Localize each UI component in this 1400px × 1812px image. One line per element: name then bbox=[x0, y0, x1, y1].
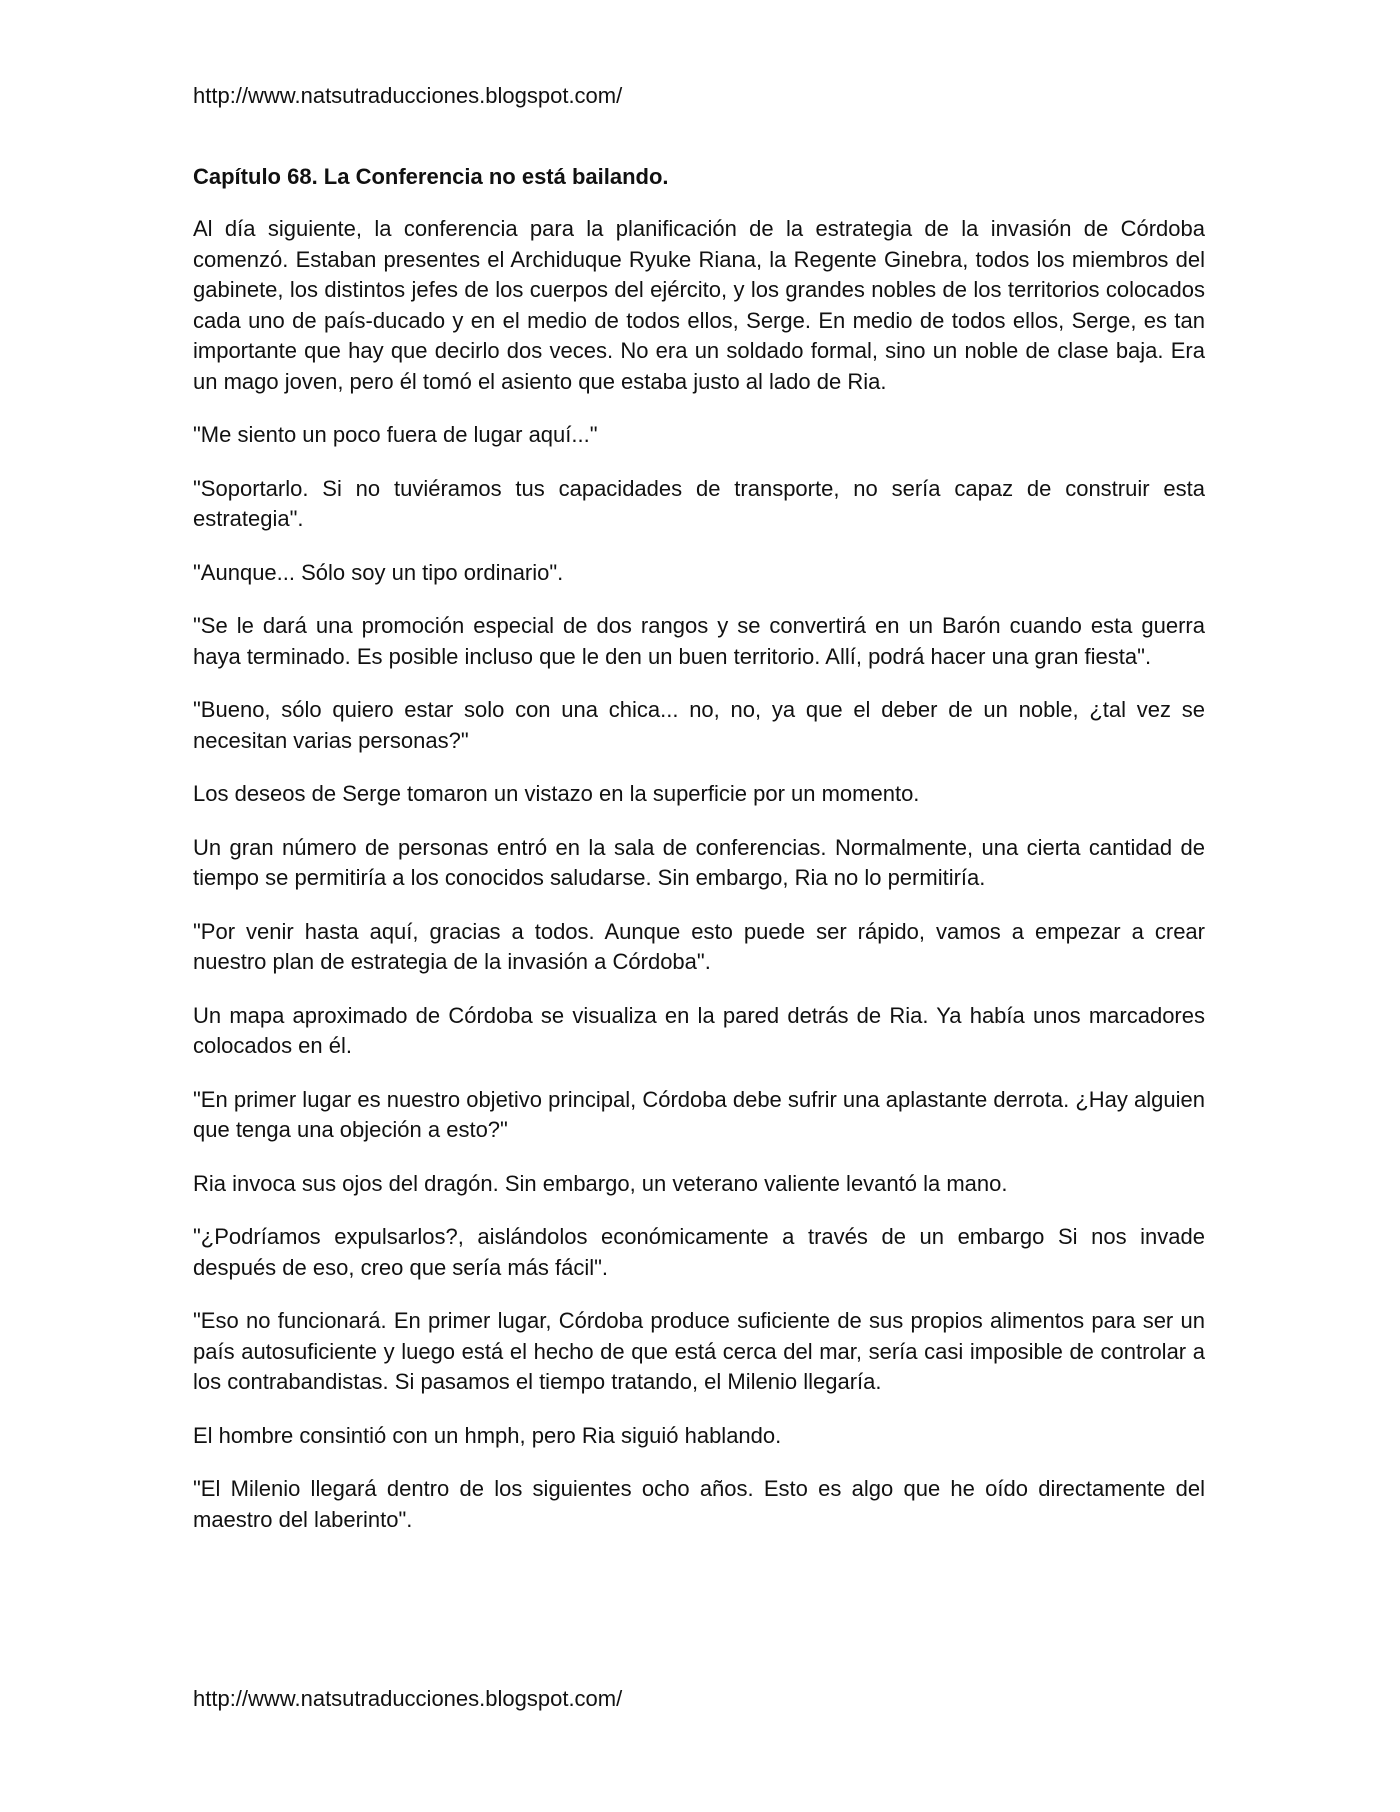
paragraph: Un mapa aproximado de Córdoba se visualiza en la pared detrás de Ria. Ya había unos marcadores colocados en él. bbox=[193, 1002, 1205, 1058]
document-body bbox=[193, 162, 1205, 1558]
paragraph: "El Milenio llegará dentro de los siguientes ocho años. Esto es algo que he oído directamente del maestro del laberinto". bbox=[193, 1476, 1205, 1532]
paragraph: Ria invoca sus ojos del dragón. Sin embargo, un veterano valiente levantó la mano. bbox=[193, 1170, 1008, 1196]
paragraph: "Me siento un poco fuera de lugar aquí..." bbox=[193, 422, 598, 447]
paragraph: "Bueno, sólo quiero estar solo con una chica... no, no, ya que el deber de un noble, ¿tal vez se necesitan varias personas?" bbox=[193, 697, 1205, 753]
paragraph: "Por venir hasta aquí, gracias a todos. Aunque esto puede ser rápido, vamos a empezar a crear nuestro plan de estrategia de la invasión a Córdoba". bbox=[193, 918, 1205, 974]
paragraph: "Aunque... Sólo soy un tipo ordinario". bbox=[193, 559, 564, 585]
paragraph: Un gran número de personas entró en la sala de conferencias. Normalmente, una cierta cantidad de tiempo se permitiría a los conocidos saludarse. Sin embargo, Ria no lo permitiría. bbox=[193, 834, 1205, 890]
paragraph: "¿Podríamos expulsarlos?, aislándolos económicamente a través de un embargo Si nos invade después de eso, creo que sería más fácil". bbox=[193, 1224, 1205, 1280]
paragraph: Al día siguiente, la conferencia para la planificación de la estrategia de la invasión de Córdoba comenzó. Estaban presentes el Archiduque Ryuke Riana, la Regente Ginebra, todos los miembros del gabinete, los distintos jefes de los cuerpos del ejército, y los grandes nobles de los territorios colocados cada uno de país-ducado y en el medio de todos ellos, Serge. En medio de todos ellos, Serge, es tan importante que hay que decirlo dos veces. No era un soldado formal, sino un noble de clase baja. Era un mago joven, pero él tomó el asiento que estaba justo al lado de Ria. bbox=[193, 216, 1205, 394]
header-url: http://www.natsutraducciones.blogspot.com/ bbox=[193, 83, 623, 108]
footer-url: http://www.natsutraducciones.blogspot.com/ bbox=[193, 1686, 623, 1711]
chapter-title: Capítulo 68. La Conferencia no está bailando. bbox=[193, 164, 669, 189]
paragraph: "Se le dará una promoción especial de dos rangos y se convertirá en un Barón cuando esta guerra haya terminado. Es posible incluso que le den un buen territorio. Allí, podrá hacer una gran fiesta". bbox=[193, 613, 1205, 669]
paragraph: Los deseos de Serge tomaron un vistazo en la superficie por un momento. bbox=[193, 781, 920, 806]
paragraph: "Eso no funcionará. En primer lugar, Córdoba produce suficiente de sus propios alimentos para ser un país autosuficiente y luego está el hecho de que está cerca del mar, sería casi imposible de controlar a los contrabandistas. Si pasamos el tiempo tratando, el Milenio llegaría. bbox=[193, 1308, 1205, 1394]
paragraph: "En primer lugar es nuestro objetivo principal, Córdoba debe sufrir una aplastante derrota. ¿Hay alguien que tenga una objeción a esto?" bbox=[193, 1086, 1205, 1142]
paragraph: "Soportarlo. Si no tuviéramos tus capacidades de transporte, no sería capaz de construir esta estrategia". bbox=[193, 475, 1205, 531]
paragraph: El hombre consintió con un hmph, pero Ria siguió hablando. bbox=[193, 1422, 782, 1448]
